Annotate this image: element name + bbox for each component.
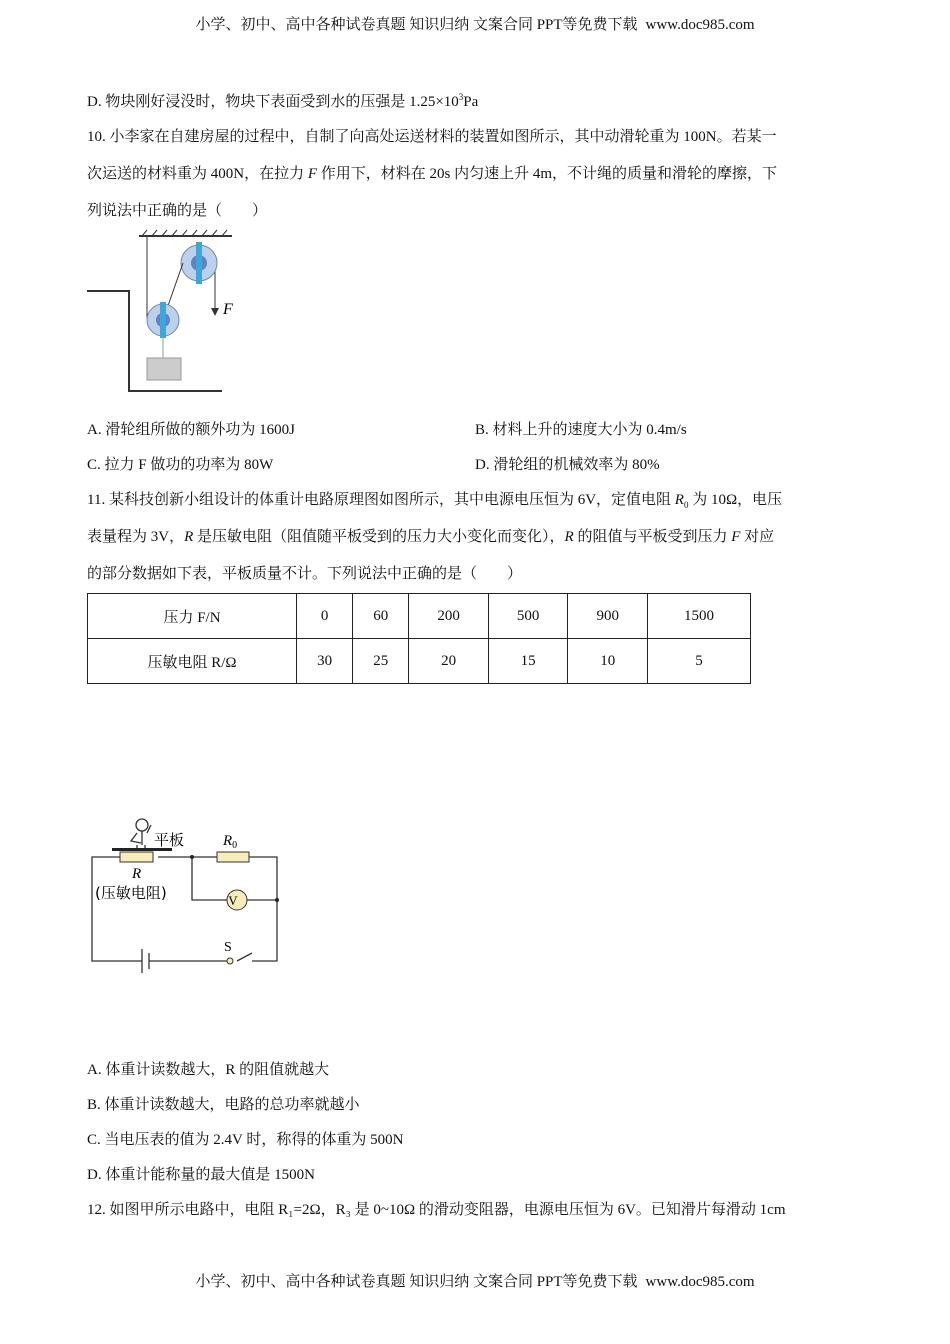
sub: 0 — [232, 840, 238, 851]
prev-option-d — [87, 90, 478, 111]
circuit-diagram — [87, 805, 297, 985]
header-site-link[interactable]: www.doc985.com — [645, 17, 755, 33]
t: 是压敏电阻（阻值随平板受到的压力大小变化而变化）， — [193, 529, 565, 545]
material-block — [147, 358, 181, 380]
plate-label: 平板 — [154, 831, 185, 849]
cell: 15 — [488, 639, 568, 684]
cell: 200 — [409, 594, 489, 639]
cell: 60 — [353, 594, 409, 639]
q11-option-b[interactable]: B. 体重计读数越大，电路的总功率就越小 — [87, 1097, 360, 1113]
cell: 500 — [488, 594, 568, 639]
t: 为 10Ω，电压 — [688, 492, 783, 508]
table-row — [88, 594, 751, 639]
unit: Pa — [463, 94, 479, 110]
row-header: 压敏电阻 R/Ω — [88, 639, 297, 684]
resistor-R0 — [217, 852, 249, 862]
footer-site-link[interactable]: www.doc985.com — [645, 1274, 755, 1290]
sub: 0 — [683, 500, 689, 510]
pulley-figure — [87, 228, 247, 398]
R-note: (压敏电阻) — [95, 884, 167, 902]
switch — [227, 958, 233, 964]
header-text: 小学、初中、高中各种试卷真题 知识归纳 文案合同 PPT等免费下载 — [195, 17, 638, 33]
resistor-R — [120, 852, 153, 862]
cell: 900 — [568, 594, 648, 639]
t: 次运送的材料重为 400N，在拉力 — [87, 166, 308, 182]
cell: 0 — [297, 594, 353, 639]
var-F: F — [307, 166, 318, 182]
var-R0: R — [674, 492, 684, 508]
cell: 5 — [648, 639, 751, 684]
row-header: 压力 F/N — [88, 594, 297, 639]
q10-option-d[interactable]: D. 滑轮组的机械效率为 80% — [475, 457, 660, 473]
t: R — [223, 833, 233, 849]
page-footer — [0, 1270, 950, 1291]
force-label: F — [223, 301, 233, 318]
q11-stem-line1 — [87, 488, 782, 510]
t: 的阻值与平板受到压力 — [573, 529, 732, 545]
R-label: R — [132, 866, 142, 882]
cell: 1500 — [648, 594, 751, 639]
t: 对应 — [740, 529, 775, 545]
q10-stem-line3: 列说法中正确的是（ ） — [87, 203, 268, 219]
var-F: F — [731, 529, 741, 545]
t: 表量程为 3V， — [87, 529, 185, 545]
var-R: R — [184, 529, 194, 545]
pressure-resistance-table — [87, 593, 751, 684]
t: 11. 某科技创新小组设计的体重计电路原理图如图所示，其中电源电压恒为 6V，定值电阻 — [87, 492, 675, 508]
exponent: 3 — [458, 92, 464, 102]
t: 作用下，材料在 20s 内匀速上升 4m，不计绳的质量和滑轮的摩擦，下 — [317, 166, 778, 182]
page-header — [0, 13, 950, 34]
voltmeter-label: V — [228, 893, 238, 908]
cell: 30 — [297, 639, 353, 684]
switch-label: S — [224, 940, 232, 955]
footer-text: 小学、初中、高中各种试卷真题 知识归纳 文案合同 PPT等免费下载 — [195, 1274, 638, 1290]
q11-option-c[interactable]: C. 当电压表的值为 2.4V 时，称得的体重为 500N — [87, 1132, 404, 1148]
q11-stem-line3: 的部分数据如下表，平板质量不计。下列说法中正确的是（ ） — [87, 566, 523, 582]
R0-label — [222, 833, 237, 851]
q10-stem-line2 — [87, 162, 777, 183]
q12-stem-line1: 12. 如图甲所示电路中，电阻 R₁=2Ω，R₃ 是 0~10Ω 的滑动变阻器，电源电压恒为 6V。已知滑片每滑动 1cm — [87, 1202, 786, 1218]
var-R: R — [564, 529, 574, 545]
cell: 25 — [353, 639, 409, 684]
q11-stem-line2 — [87, 525, 774, 546]
q10-option-b[interactable]: B. 材料上升的速度大小为 0.4m/s — [475, 422, 687, 438]
q10-option-a[interactable]: A. 滑轮组所做的额外功为 1600J — [87, 422, 295, 438]
cell: 20 — [409, 639, 489, 684]
q11-option-a[interactable]: A. 体重计读数越大，R 的阻值就越大 — [87, 1062, 330, 1078]
cell: 10 — [568, 639, 648, 684]
q11-option-d[interactable]: D. 体重计能称量的最大值是 1500N — [87, 1167, 315, 1183]
table-row — [88, 639, 751, 684]
opt-text: D. 物块刚好浸没时，物块下表面受到水的压强是 1.25×10 — [87, 94, 459, 110]
q10-option-c[interactable]: C. 拉力 F 做功的功率为 80W — [87, 457, 274, 473]
q10-stem-line1: 10. 小李家在自建房屋的过程中，自制了向高处运送材料的装置如图所示，其中动滑轮重为 100N。若某一 — [87, 129, 777, 145]
